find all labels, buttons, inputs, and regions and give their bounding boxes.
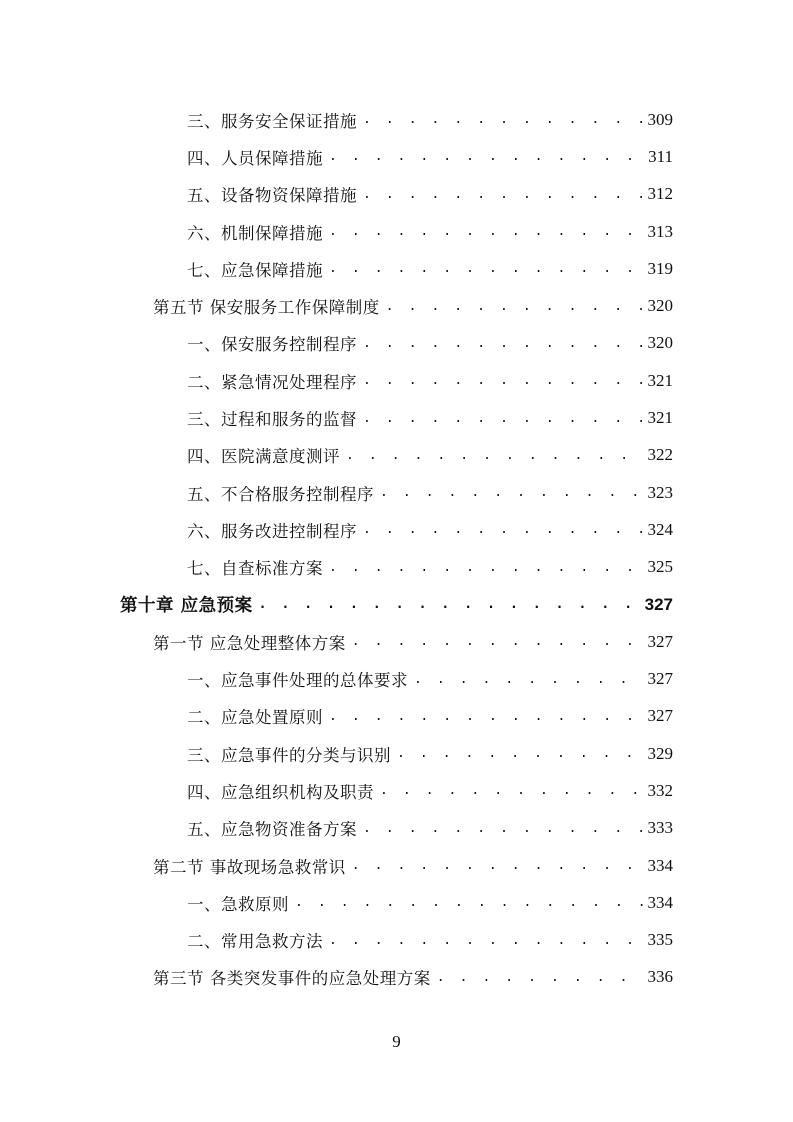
toc-entry-label: 六、机制保障措施: [187, 223, 323, 243]
dot-leader: [329, 224, 644, 239]
toc-section-entry[interactable]: [0, 847, 793, 884]
toc-entry-label: 二、应急处置原则: [187, 708, 323, 728]
toc-chapter-entry[interactable]: [0, 586, 793, 623]
toc-entry-label: 第三节 各类突发事件的应急处理方案: [153, 969, 431, 989]
toc-entry-page: 327: [644, 594, 673, 614]
toc-entry[interactable]: [0, 250, 793, 287]
toc-entry[interactable]: [0, 399, 793, 436]
toc-entry-page: 313: [647, 221, 673, 241]
toc-entry-label: 三、服务安全保证措施: [187, 111, 357, 131]
toc-entry[interactable]: [0, 138, 793, 175]
dot-leader: [346, 448, 644, 463]
dot-leader: [295, 895, 644, 910]
toc-entry-page: 320: [647, 333, 673, 353]
dot-leader: [329, 560, 644, 575]
toc-entry-label: 七、应急保障措施: [187, 260, 323, 280]
toc-entry-page: 324: [647, 519, 673, 539]
dot-leader: [363, 336, 644, 351]
dot-leader: [329, 149, 644, 164]
toc-entry-page: 319: [647, 258, 673, 278]
toc-entry[interactable]: [0, 437, 793, 474]
toc-entry-label: 一、应急事件处理的总体要求: [187, 671, 408, 691]
toc-entry-label: 二、常用急救方法: [187, 932, 323, 952]
dot-leader: [329, 933, 644, 948]
toc-section-entry[interactable]: [0, 287, 793, 324]
dot-leader: [329, 709, 644, 724]
toc-entry-label: 四、人员保障措施: [187, 148, 323, 168]
table-of-contents: [0, 101, 793, 996]
toc-entry[interactable]: [0, 325, 793, 362]
toc-entry-page: 334: [647, 892, 673, 912]
toc-entry-label: 第二节 事故现场急救常识: [153, 857, 346, 877]
dot-leader: [363, 187, 644, 202]
dot-leader: [352, 858, 644, 873]
toc-entry[interactable]: [0, 176, 793, 213]
toc-entry[interactable]: [0, 511, 793, 548]
toc-entry-page: 327: [647, 706, 673, 726]
toc-entry-label: 五、应急物资准备方案: [187, 820, 357, 840]
toc-entry-page: 336: [647, 967, 673, 987]
toc-entry-page: 327: [647, 631, 673, 651]
toc-entry[interactable]: [0, 362, 793, 399]
toc-entry[interactable]: [0, 474, 793, 511]
toc-entry-label: 一、急救原则: [187, 894, 289, 914]
toc-entry[interactable]: [0, 660, 793, 697]
toc-entry-page: 335: [647, 930, 673, 950]
dot-leader: [329, 261, 644, 276]
toc-entry[interactable]: [0, 772, 793, 809]
toc-entry-page: 311: [648, 146, 673, 166]
toc-entry[interactable]: [0, 922, 793, 959]
toc-entry[interactable]: [0, 810, 793, 847]
toc-entry-label: 七、自查标准方案: [187, 559, 323, 579]
toc-entry-page: 309: [647, 109, 673, 129]
toc-entry-label: 二、紧急情况处理程序: [187, 372, 357, 392]
dot-leader: [363, 112, 644, 127]
toc-entry[interactable]: [0, 698, 793, 735]
toc-entry-page: 334: [647, 855, 673, 875]
toc-entry[interactable]: [0, 884, 793, 921]
toc-entry-page: 333: [647, 818, 673, 838]
dot-leader: [380, 783, 644, 798]
toc-entry-page: 321: [647, 370, 673, 390]
toc-entry-label: 第五节 保安服务工作保障制度: [153, 298, 380, 318]
toc-entry-label: 四、医院满意度测评: [187, 447, 340, 467]
dot-leader: [363, 373, 644, 388]
toc-entry[interactable]: [0, 735, 793, 772]
toc-entry[interactable]: [0, 549, 793, 586]
toc-entry-label: 六、服务改进控制程序: [187, 521, 357, 541]
toc-entry-page: 312: [647, 184, 673, 204]
toc-entry-page: 329: [647, 743, 673, 763]
toc-entry-label: 五、不合格服务控制程序: [187, 484, 374, 504]
dot-leader: [363, 411, 644, 426]
dot-leader: [386, 299, 644, 314]
toc-entry-page: 320: [647, 296, 673, 316]
toc-entry-page: 321: [647, 408, 673, 428]
toc-section-entry[interactable]: [0, 623, 793, 660]
toc-entry-label: 第十章 应急预案: [120, 596, 253, 616]
toc-entry-page: 323: [647, 482, 673, 502]
toc-entry-label: 五、设备物资保障措施: [187, 186, 357, 206]
toc-entry-label: 第一节 应急处理整体方案: [153, 633, 346, 653]
toc-entry-page: 332: [647, 780, 673, 800]
toc-entry-label: 四、应急组织机构及职责: [187, 782, 374, 802]
toc-entry[interactable]: [0, 213, 793, 250]
toc-entry-page: 327: [647, 669, 673, 689]
toc-entry-label: 三、过程和服务的监督: [187, 410, 357, 430]
toc-entry-label: 三、应急事件的分类与识别: [187, 745, 391, 765]
dot-leader: [397, 746, 644, 761]
toc-entry-page: 325: [647, 557, 673, 577]
dot-leader: [414, 672, 644, 687]
dot-leader: [437, 970, 644, 985]
toc-section-entry[interactable]: [0, 959, 793, 996]
dot-leader: [380, 485, 644, 500]
toc-entry[interactable]: [0, 101, 793, 138]
dot-leader: [259, 597, 641, 612]
toc-entry-label: 一、保安服务控制程序: [187, 335, 357, 355]
page-number: 9: [392, 1032, 401, 1051]
dot-leader: [363, 522, 644, 537]
toc-entry-page: 322: [647, 445, 673, 465]
dot-leader: [363, 821, 644, 836]
dot-leader: [352, 634, 644, 649]
